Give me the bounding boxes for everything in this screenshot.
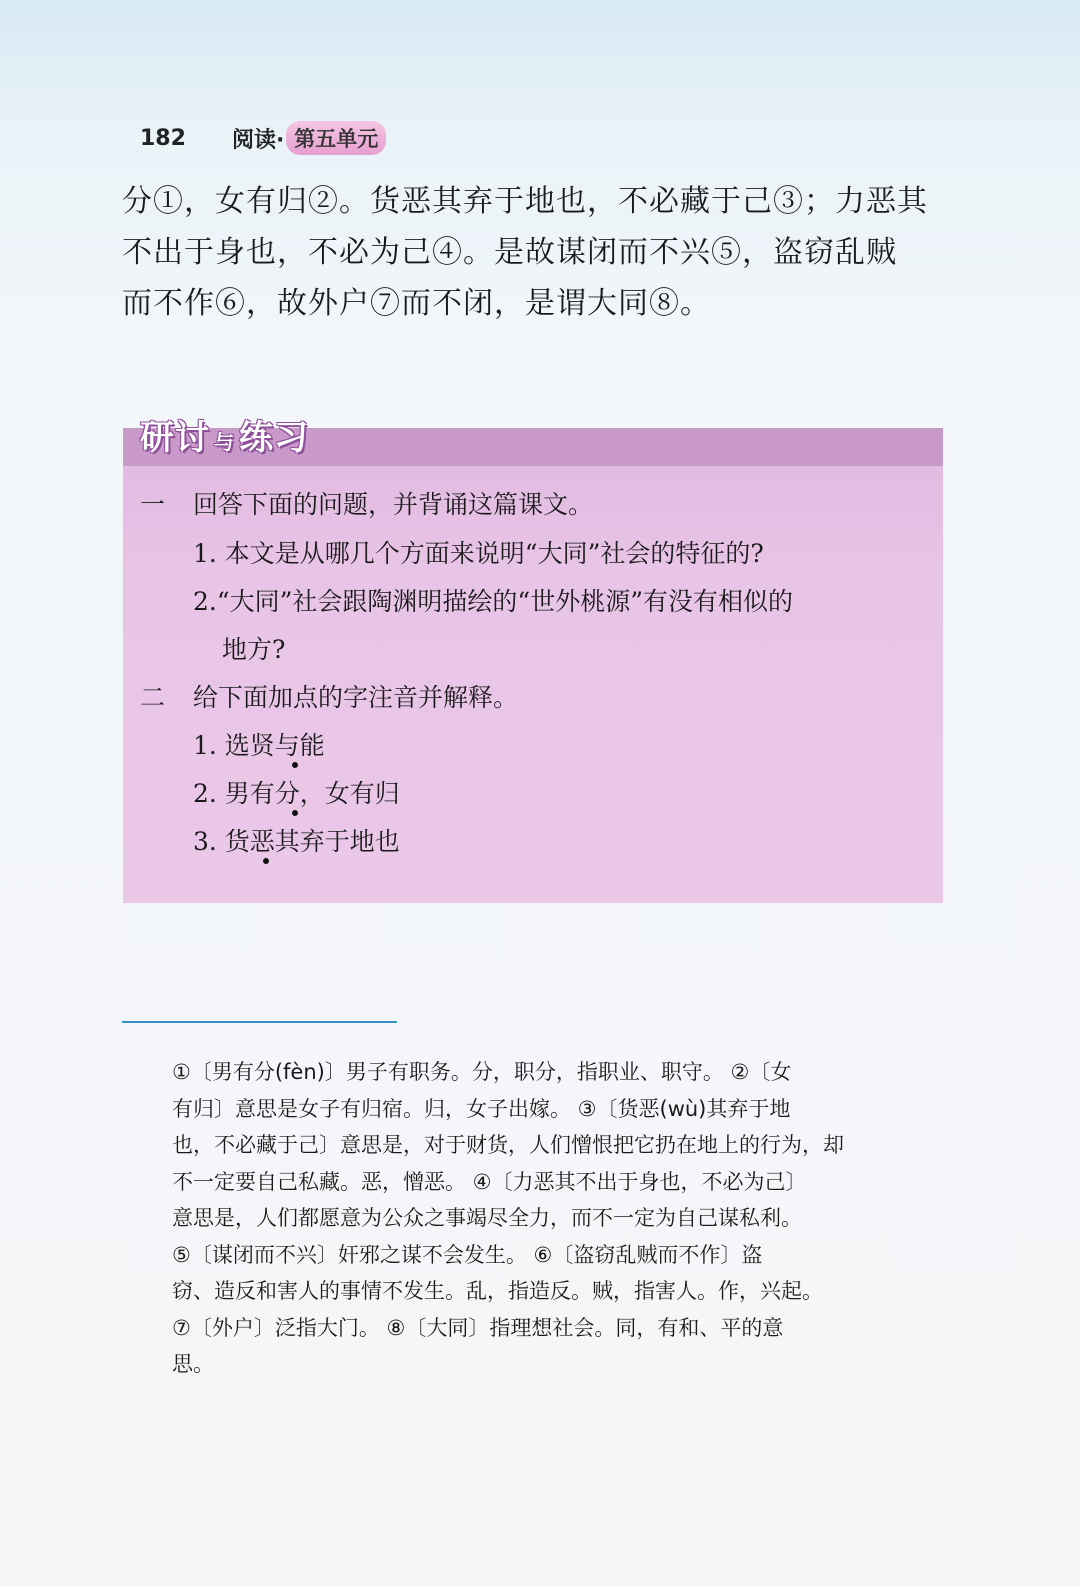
section-label: 阅读· [231, 127, 285, 153]
footnote-line: 意思是，人们都愿意为公众之事竭尽全力，而不一定为自己谋私利。 [172, 1206, 802, 1230]
exercise-question-2: 给下面加点的字注音并解释。 [193, 683, 519, 712]
emphasis-dot [263, 858, 269, 864]
emphasis-dot [292, 762, 298, 768]
exercise-sub-1-1: 1. 本文是从哪几个方面来说明“大同”社会的特征的? [193, 539, 764, 568]
footnotes [172, 1054, 947, 1383]
exercise-title-b: 练习 [239, 418, 309, 458]
footnote-rule [122, 1021, 397, 1023]
footnote-line: ⑤〔谋闭而不兴〕奸邪之谋不会发生。 ⑥〔盗窃乱贼而不作〕盗 [172, 1242, 763, 1267]
page-header [140, 118, 386, 158]
exercise-sub-2-2: 2. 男有分，女有归 [193, 779, 400, 808]
footnote-line: 思。 [172, 1352, 214, 1376]
footnote-line: ⑦〔外户〕泛指大门。 ⑧〔大同〕指理想社会。同，有和、平的意 [172, 1315, 784, 1340]
passage-line: 而不作⑥，故外户⑦而不闭，是谓大同⑧。 [122, 286, 711, 321]
footnote-line: 窃、造反和害人的事情不发生。乱，指造反。贼，指害人。作，兴起。 [172, 1279, 823, 1303]
exercise-number-2: 二 [140, 683, 166, 712]
exercise-sub-1-2: 2.“大同”社会跟陶渊明描绘的“世外桃源”有没有相似的 [193, 587, 793, 616]
footnote-line: 有归〕意思是女子有归宿。归，女子出嫁。 ③〔货恶(wù)其弃于地 [172, 1096, 791, 1121]
exercise-question-1: 回答下面的问题，并背诵这篇课文。 [193, 490, 594, 519]
exercise-title-a: 研讨 [140, 418, 210, 458]
unit-badge: 第五单元 [286, 121, 386, 155]
exercise-sub-2-3: 3. 货恶其弃于地也 [193, 827, 400, 856]
exercise-sub-1-2-cont: 地方? [222, 635, 286, 664]
exercise-title [140, 410, 309, 459]
footnote-line: 也，不必藏于己〕意思是，对于财货，人们憎恨把它扔在地上的行为，却 [172, 1133, 844, 1157]
passage-line: 不出于身也，不必为己④。是故谋闭而不兴⑤，盗窃乱贼 [122, 235, 897, 270]
footnote-line: 不一定要自己私藏。恶，憎恶。 ④〔力恶其不出于身也，不必为己〕 [172, 1169, 807, 1194]
passage-line: 分①，女有归②。货恶其弃于地也，不必藏于己③；力恶其 [122, 184, 928, 219]
footnote-line: ①〔男有分(fèn)〕男子有职务。分，职分，指职业、职守。 ②〔女 [172, 1060, 792, 1084]
emphasis-dot [292, 810, 298, 816]
page-number: 182 [140, 125, 186, 151]
exercise-sub-2-1: 1. 选贤与能 [193, 731, 325, 760]
exercise-number-1: 一 [140, 490, 166, 519]
exercise-title-small: 与 [214, 430, 235, 454]
main-passage [122, 176, 952, 329]
